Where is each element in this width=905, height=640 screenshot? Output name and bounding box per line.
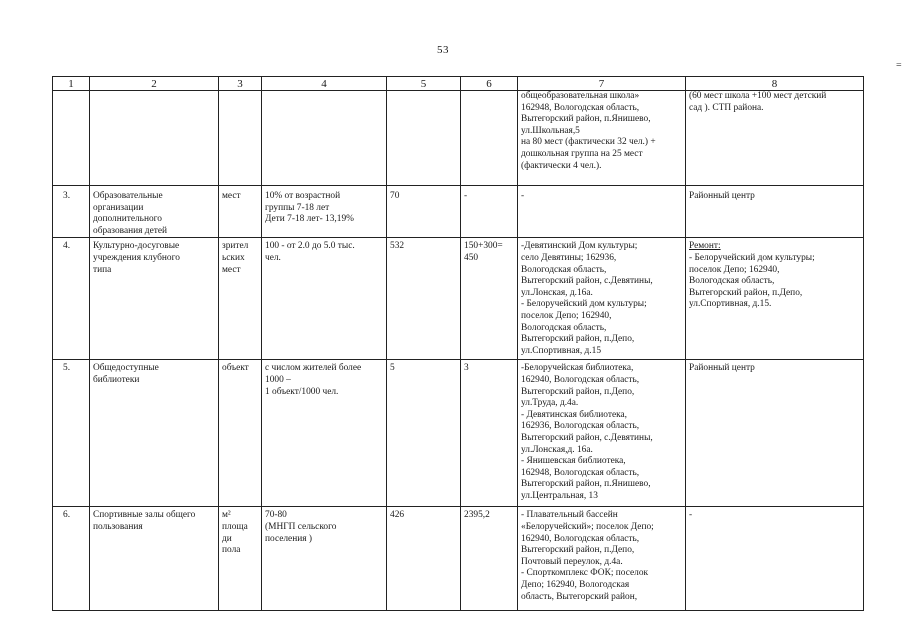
page-number: 53 bbox=[437, 44, 449, 56]
cell-text-line: 162948, Вологодская область, bbox=[521, 102, 640, 113]
cell-unit bbox=[219, 91, 262, 186]
cell-text-line: Районный центр bbox=[689, 191, 755, 201]
cell-text-line: пользования bbox=[93, 521, 143, 532]
cell-number: 6. bbox=[53, 507, 90, 611]
cell-notes bbox=[686, 91, 864, 186]
cell-unit bbox=[219, 186, 262, 238]
cell-text-line: дошкольная группа на 25 мест bbox=[521, 148, 643, 159]
cell-col5: 5 bbox=[387, 360, 461, 507]
header-cell: 2 bbox=[90, 77, 219, 91]
cell-text-line: библиотеки bbox=[93, 374, 140, 385]
cell-text-line: зрител bbox=[222, 241, 249, 252]
cell-text-line: Вытегорский район, п.Янишево, bbox=[521, 114, 651, 125]
cell-text-line: мест bbox=[222, 264, 241, 275]
cell-text-line: чел. bbox=[265, 252, 281, 263]
cell-norm bbox=[262, 238, 387, 360]
cell-text-line: 150+300= bbox=[464, 241, 503, 252]
cell-number: 5. bbox=[53, 360, 90, 507]
cell-text-line: Вытегорский район, п.Депо, bbox=[689, 287, 803, 298]
cell-text-line: Районный центр bbox=[689, 363, 755, 374]
header-cell: 7 bbox=[518, 77, 686, 91]
cell-text-line: - Белоручейский дом культуры; bbox=[521, 299, 647, 310]
cell-text-line: Вытегорский район, с.Девятины, bbox=[521, 276, 653, 287]
cell-text-line: образования детей bbox=[93, 225, 168, 236]
table-row bbox=[53, 186, 864, 238]
cell-text-line: Вытегорский район, п.Депо, bbox=[521, 334, 635, 345]
cell-unit bbox=[219, 507, 262, 611]
header-cell: 3 bbox=[219, 77, 262, 91]
cell-text-line: мест bbox=[222, 191, 241, 201]
cell-text-line: Вытегорский район, п.Янишево, bbox=[521, 479, 651, 490]
cell-text-line: Вытегорский район, с.Девятины, bbox=[521, 432, 653, 443]
cell-text-line: ул.Труда, д.4а. bbox=[521, 398, 579, 409]
data-table bbox=[52, 76, 864, 611]
cell-text-line: (60 мест школа +100 мест детский bbox=[689, 91, 827, 101]
header-cell: 1 bbox=[53, 77, 90, 91]
cell-text-line: ул.Лонская,д. 16а. bbox=[521, 444, 593, 455]
cell-text-line: ди bbox=[222, 533, 232, 544]
header-cell: 6 bbox=[461, 77, 518, 91]
cell-text-line: 100 - от 2.0 до 5.0 тыс. bbox=[265, 241, 355, 252]
cell-text-line: ул.Спортивная, д.15. bbox=[689, 299, 772, 310]
cell-text-line: (фактически 4 чел.). bbox=[521, 160, 602, 171]
cell-text-line: -Белоручейская библиотека, bbox=[521, 363, 634, 374]
cell-name bbox=[90, 238, 219, 360]
cell-text-line: площа bbox=[222, 521, 248, 532]
cell-text-line: ул.Лонская, д.16а. bbox=[521, 287, 593, 298]
cell-text-line: группы 7-18 лет bbox=[265, 202, 330, 213]
cell-objects bbox=[518, 360, 686, 507]
cell-text-line: 10% от возрастной bbox=[265, 191, 341, 201]
cell-norm bbox=[262, 186, 387, 238]
cell-text-line: ул.Спортивная, д.15 bbox=[521, 345, 602, 356]
cell-text-line: Вытегорский район, п.Депо, bbox=[521, 545, 635, 556]
cell-text-line: ул.Школьная,5 bbox=[521, 125, 580, 136]
cell-text-line: - bbox=[689, 510, 693, 521]
cell-text-line: поселения ) bbox=[265, 533, 313, 544]
cell-text-line: поселок Депо; 162940, bbox=[689, 264, 780, 275]
cell-text-line: на 80 мест (фактически 32 чел.) + bbox=[521, 137, 656, 148]
cell-col6: - bbox=[461, 186, 518, 238]
cell-text-line: 1000 – bbox=[265, 374, 291, 385]
cell-unit bbox=[219, 360, 262, 507]
cell-col5 bbox=[387, 91, 461, 186]
cell-text-line: - Девятинская библиотека, bbox=[521, 409, 628, 420]
cell-text-line: село Девятины; 162936, bbox=[521, 252, 617, 263]
cell-text-line: - Белоручейский дом культуры; bbox=[689, 252, 815, 263]
cell-text-line: - bbox=[521, 191, 525, 201]
cell-notes bbox=[686, 238, 864, 360]
cell-text-line: 162936, Вологодская область, bbox=[521, 421, 640, 432]
cell-text-line: Вологодская область, bbox=[521, 264, 607, 275]
cell-col6: 3 bbox=[461, 360, 518, 507]
cell-text-line: учреждения клубного bbox=[93, 252, 180, 263]
cell-text-line: 162940, Вологодская область, bbox=[521, 374, 640, 385]
edge-mark: = bbox=[896, 60, 902, 71]
cell-norm bbox=[262, 507, 387, 611]
cell-notes-lines bbox=[689, 253, 860, 311]
repair-heading: Ремонт: bbox=[689, 241, 721, 252]
cell-text-line: (МНГП сельского bbox=[265, 521, 337, 532]
cell-name bbox=[90, 507, 219, 611]
cell-text-line: поселок Депо; 162940, bbox=[521, 310, 612, 321]
cell-text-line: «Белоручейский»; поселок Депо; bbox=[521, 521, 654, 532]
cell-text-line: с числом жителей более bbox=[265, 363, 362, 374]
cell-text-line: Вологодская область, bbox=[689, 276, 775, 287]
cell-objects bbox=[518, 238, 686, 360]
cell-unit bbox=[219, 238, 262, 360]
cell-number: 4. bbox=[53, 238, 90, 360]
cell-text-line: Вологодская область, bbox=[521, 322, 607, 333]
cell-text-line: 450 bbox=[464, 252, 479, 263]
header-cell: 5 bbox=[387, 77, 461, 91]
cell-text-line: дополнительного bbox=[93, 214, 162, 225]
cell-name bbox=[90, 360, 219, 507]
cell-text-line: Дети 7-18 лет- 13,19% bbox=[265, 214, 354, 225]
cell-norm bbox=[262, 91, 387, 186]
cell-text-line: - Плавательный бассейн bbox=[521, 510, 618, 521]
cell-text-line: 70-80 bbox=[265, 510, 287, 521]
cell-text-line: 1 объект/1000 чел. bbox=[265, 386, 339, 397]
cell-col6: 2395,2 bbox=[461, 507, 518, 611]
table-row bbox=[53, 91, 864, 186]
cell-col5: 426 bbox=[387, 507, 461, 611]
cell-text-line: м² bbox=[222, 510, 231, 521]
header-cell: 4 bbox=[262, 77, 387, 91]
cell-notes bbox=[686, 507, 864, 611]
table-row bbox=[53, 507, 864, 611]
cell-text-line: -Девятинский Дом культуры; bbox=[521, 241, 638, 252]
cell-objects bbox=[518, 186, 686, 238]
table-row bbox=[53, 360, 864, 507]
cell-name bbox=[90, 91, 219, 186]
cell-col5: 70 bbox=[387, 186, 461, 238]
cell-number bbox=[53, 91, 90, 186]
cell-text-line: - Спорткомплекс ФОК; поселок bbox=[521, 568, 649, 579]
cell-text-line: ьских bbox=[222, 252, 245, 263]
cell-objects bbox=[518, 91, 686, 186]
cell-text-line: общеобразовательная школа» bbox=[521, 91, 640, 101]
cell-number: 3. bbox=[53, 186, 90, 238]
cell-text-line: сад ). СТП района. bbox=[689, 102, 764, 113]
cell-col6 bbox=[461, 91, 518, 186]
header-row bbox=[53, 77, 864, 91]
cell-text-line: Почтовый переулок, д.4а. bbox=[521, 556, 623, 567]
cell-text-line: 162948, Вологодская область, bbox=[521, 467, 640, 478]
cell-text-line: 162940, Вологодская область, bbox=[521, 533, 640, 544]
cell-text-line: типа bbox=[93, 264, 112, 275]
table-row bbox=[53, 238, 864, 360]
cell-norm bbox=[262, 360, 387, 507]
cell-text-line: Спортивные залы общего bbox=[93, 510, 196, 521]
cell-objects bbox=[518, 507, 686, 611]
cell-text-line: - Янишевская библиотека, bbox=[521, 456, 626, 467]
cell-text-line: Депо; 162940, Вологодская bbox=[521, 579, 630, 590]
cell-text-line: организации bbox=[93, 202, 144, 213]
cell-text-line: Культурно-досуговые bbox=[93, 241, 180, 252]
cell-notes bbox=[686, 360, 864, 507]
header-cell: 8 bbox=[686, 77, 864, 91]
cell-text-line: область, Вытегорский район, bbox=[521, 591, 638, 602]
cell-text-line: ул.Центральная, 13 bbox=[521, 490, 598, 501]
cell-notes bbox=[686, 186, 864, 238]
cell-text-line: объект bbox=[222, 363, 249, 374]
cell-text-line: Вытегорский район, п.Депо, bbox=[521, 386, 635, 397]
cell-text-line: Общедоступные bbox=[93, 363, 159, 374]
cell-col6 bbox=[461, 238, 518, 360]
cell-col5: 532 bbox=[387, 238, 461, 360]
cell-text-line: Образовательные bbox=[93, 191, 163, 201]
cell-name bbox=[90, 186, 219, 238]
cell-text-line: пола bbox=[222, 545, 241, 556]
